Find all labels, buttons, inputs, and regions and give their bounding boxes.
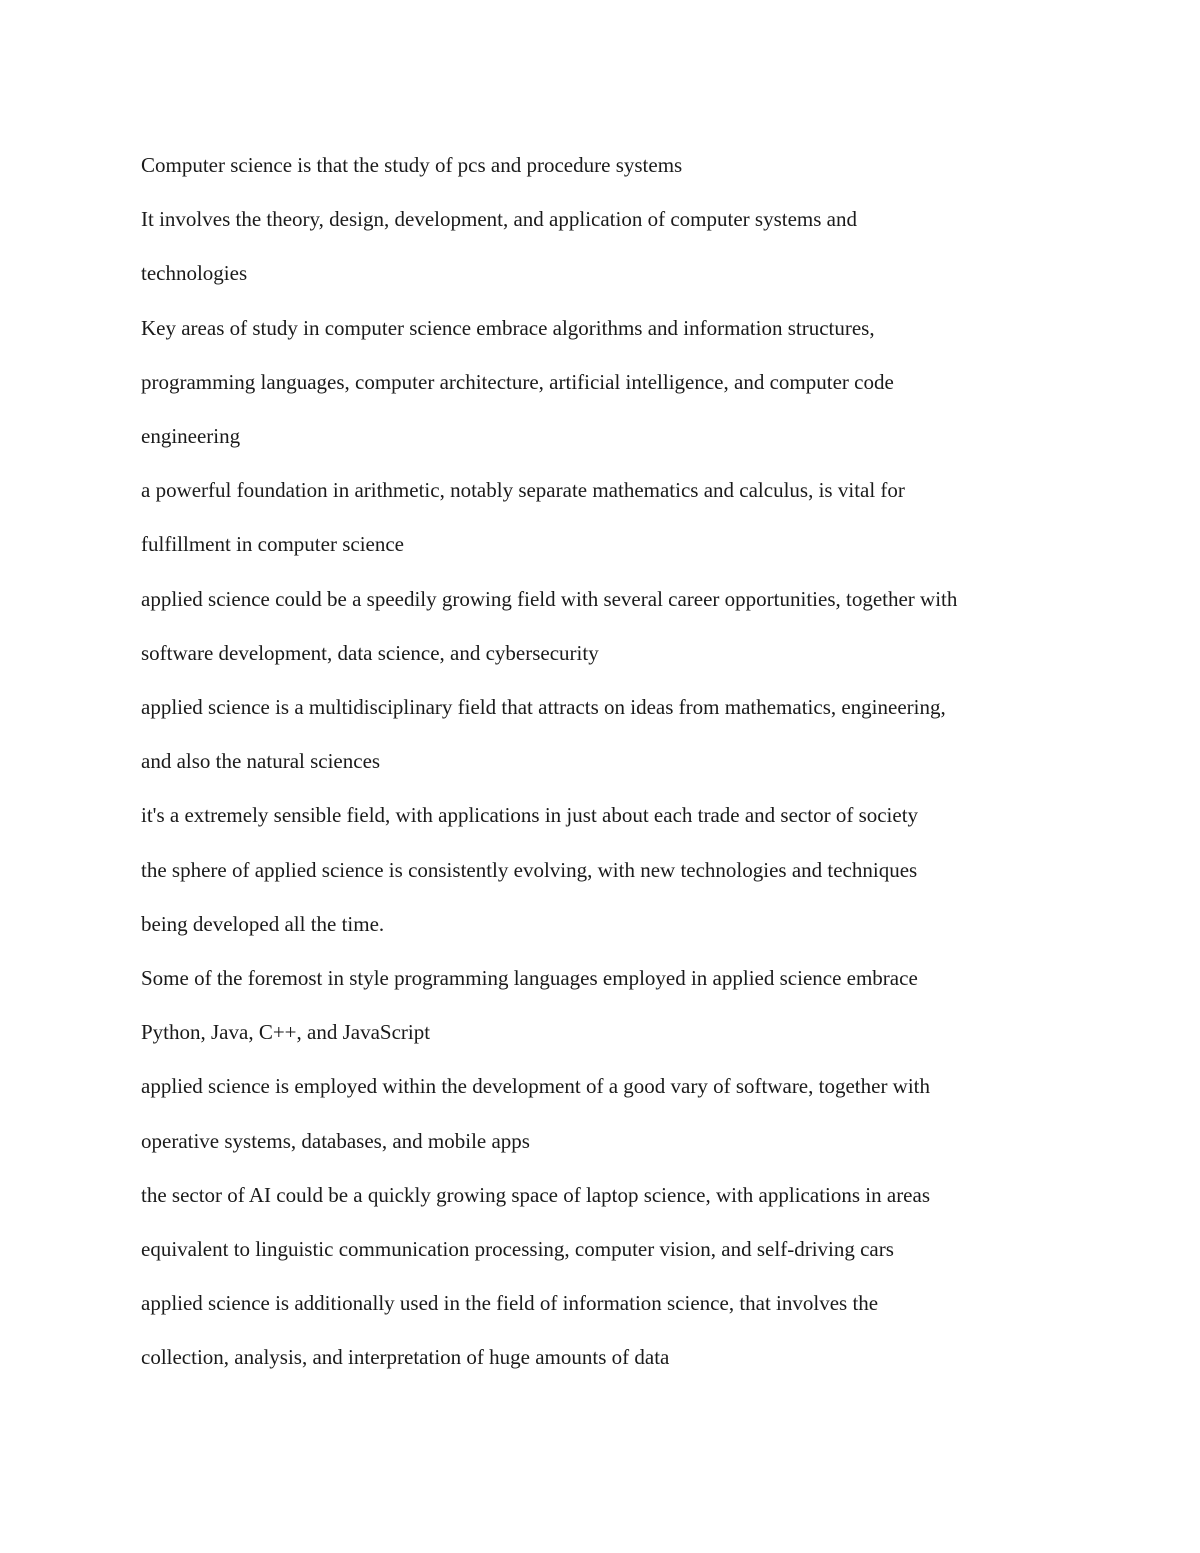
text-line: applied science is employed within the development of a good vary of software, together with (141, 1074, 931, 1099)
text-line: operative systems, databases, and mobile apps (141, 1128, 530, 1153)
document-body (141, 138, 1071, 1385)
text-line: software development, data science, and cybersecurity (141, 640, 599, 665)
text-line: Python, Java, C++, and JavaScript (141, 1020, 431, 1045)
text-line: equivalent to linguistic communication processing, computer vision, and self-driving cars (141, 1237, 894, 1262)
text-line: and also the natural sciences (141, 749, 381, 774)
text-line: the sphere of applied science is consistently evolving, with new technologies and techniques (141, 857, 918, 882)
text-line: It involves the theory, design, development, and application of computer systems and (141, 207, 857, 232)
text-line: applied science is a multidisciplinary field that attracts on ideas from mathematics, engineering, (141, 695, 946, 720)
text-line: technologies (141, 261, 248, 286)
text-line: collection, analysis, and interpretation of huge amounts of data (141, 1345, 670, 1370)
text-line: it's a extremely sensible field, with applications in just about each trade and sector of society (141, 803, 919, 828)
text-line: applied science could be a speedily growing field with several career opportunities, together with (141, 586, 958, 611)
text-line: Some of the foremost in style programming languages employed in applied science embrace (141, 966, 918, 991)
text-line: programming languages, computer architecture, artificial intelligence, and computer code (141, 369, 894, 394)
text-line: applied science is additionally used in the field of information science, that involves the (141, 1291, 879, 1316)
text-line: Computer science is that the study of pcs and procedure systems (141, 153, 683, 177)
text-line: the sector of AI could be a quickly growing space of laptop science, with applications in areas (141, 1182, 930, 1207)
text-line: fulfillment in computer science (141, 532, 404, 557)
text-line: being developed all the time. (141, 911, 385, 936)
text-line: engineering (141, 424, 241, 449)
text-line: a powerful foundation in arithmetic, notably separate mathematics and calculus, is vital for (141, 478, 905, 503)
text-line: Key areas of study in computer science embrace algorithms and information structures, (141, 315, 875, 340)
